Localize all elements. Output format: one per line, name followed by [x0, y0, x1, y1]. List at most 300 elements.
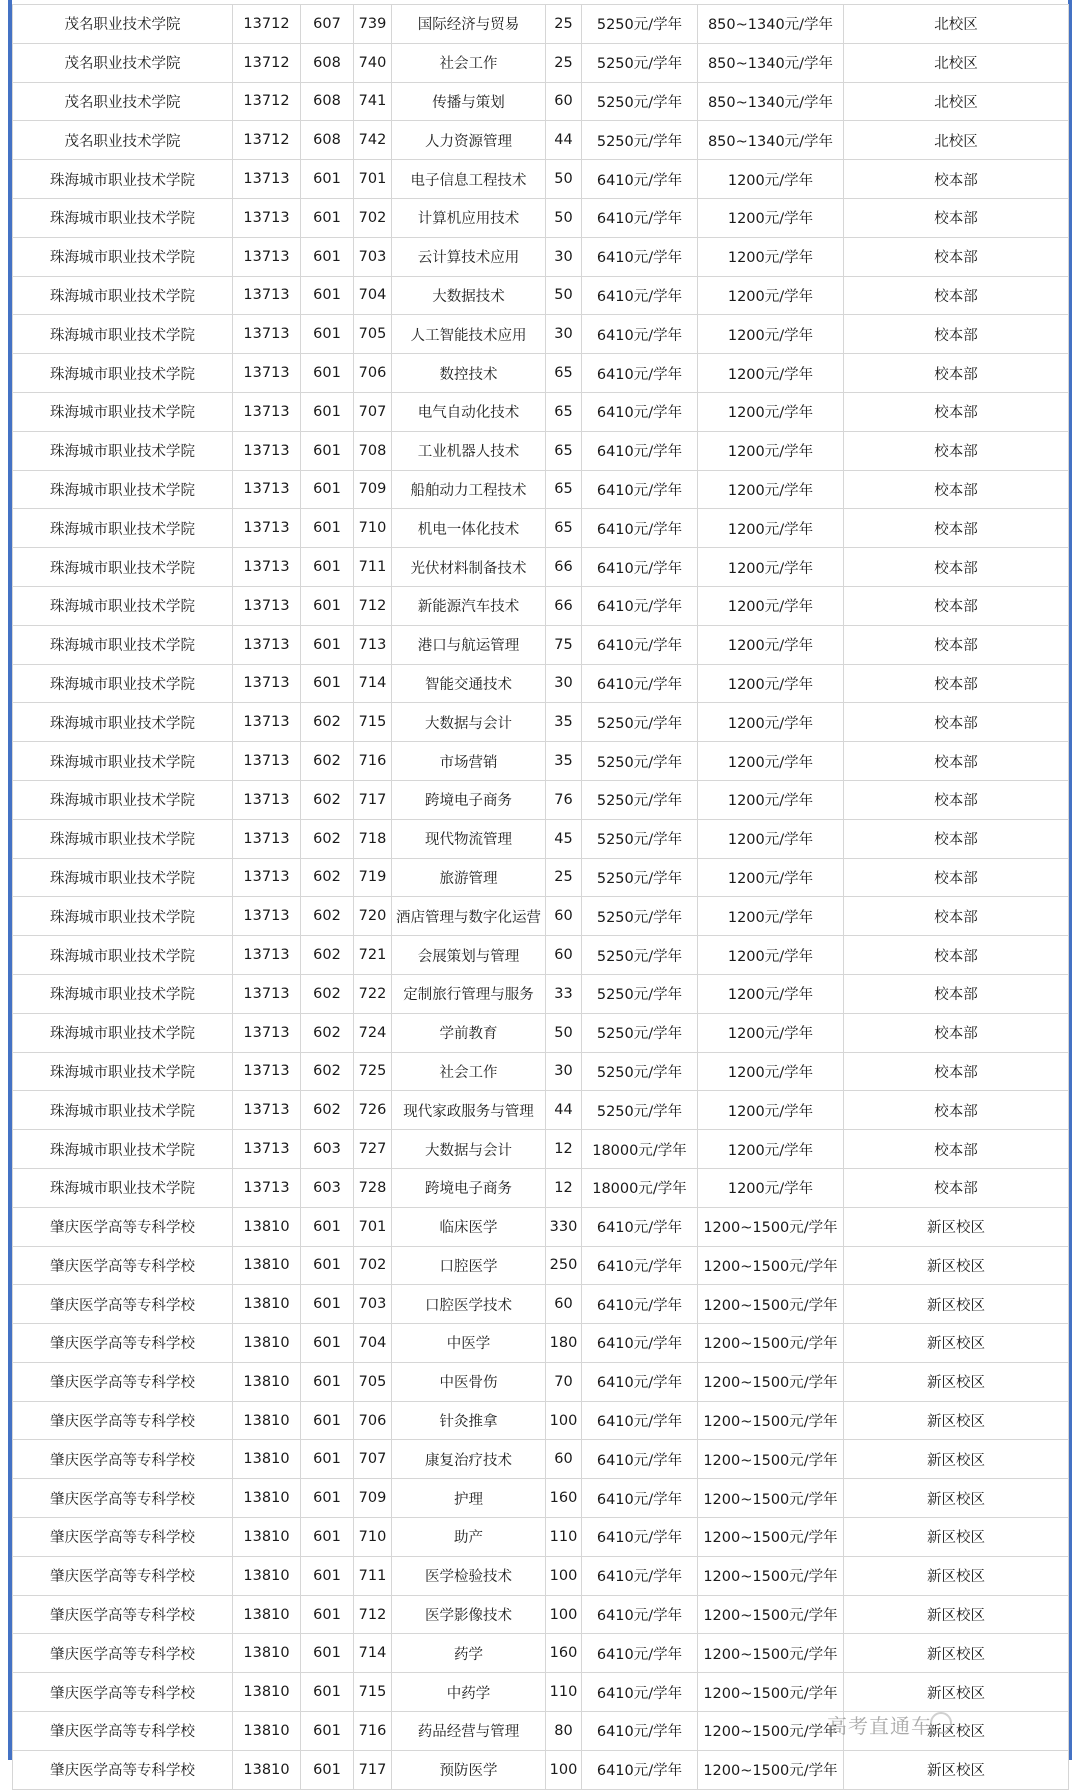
cell-campus: 校本部: [844, 1130, 1069, 1169]
cell-school: 珠海城市职业技术学院: [13, 586, 233, 625]
cell-school: 肇庆医学高等专科学校: [13, 1362, 233, 1401]
cell-major_code: 714: [354, 1634, 392, 1673]
cell-campus: 新区校区: [844, 1556, 1069, 1595]
table-row: [13, 1168, 1069, 1207]
cell-major_code: 725: [354, 1052, 392, 1091]
table-row: [13, 703, 1069, 742]
cell-code: 13713: [233, 315, 301, 354]
cell-group: 603: [301, 1168, 354, 1207]
cell-school: 茂名职业技术学院: [13, 121, 233, 160]
cell-school: 肇庆医学高等专科学校: [13, 1712, 233, 1751]
cell-group: 601: [301, 1324, 354, 1363]
cell-major_code: 710: [354, 509, 392, 548]
cell-code: 13713: [233, 237, 301, 276]
admission-table: [12, 4, 1069, 1790]
cell-accommodation: 1200元/学年: [698, 1091, 844, 1130]
cell-code: 13713: [233, 392, 301, 431]
cell-campus: 校本部: [844, 974, 1069, 1013]
cell-group: 601: [301, 1634, 354, 1673]
cell-group: 601: [301, 470, 354, 509]
cell-plan: 160: [546, 1479, 582, 1518]
table-row: [13, 1595, 1069, 1634]
cell-code: 13713: [233, 1168, 301, 1207]
cell-tuition: 5250元/学年: [582, 43, 698, 82]
cell-campus: 校本部: [844, 1052, 1069, 1091]
cell-tuition: 5250元/学年: [582, 858, 698, 897]
cell-group: 602: [301, 1013, 354, 1052]
cell-accommodation: 1200元/学年: [698, 431, 844, 470]
table-row: [13, 742, 1069, 781]
cell-tuition: 6410元/学年: [582, 198, 698, 237]
cell-tuition: 6410元/学年: [582, 315, 698, 354]
cell-group: 601: [301, 276, 354, 315]
cell-major: 旅游管理: [392, 858, 546, 897]
cell-campus: 校本部: [844, 703, 1069, 742]
cell-accommodation: 850~1340元/学年: [698, 82, 844, 121]
cell-group: 602: [301, 1052, 354, 1091]
cell-tuition: 6410元/学年: [582, 470, 698, 509]
cell-tuition: 6410元/学年: [582, 509, 698, 548]
table-row: [13, 1207, 1069, 1246]
cell-major: 中医骨伤: [392, 1362, 546, 1401]
cell-campus: 校本部: [844, 198, 1069, 237]
cell-plan: 50: [546, 198, 582, 237]
cell-group: 601: [301, 392, 354, 431]
cell-major: 酒店管理与数字化运营: [392, 897, 546, 936]
cell-group: 601: [301, 1246, 354, 1285]
table-row: [13, 354, 1069, 393]
cell-school: 茂名职业技术学院: [13, 5, 233, 44]
table-row: [13, 1285, 1069, 1324]
cell-code: 13810: [233, 1401, 301, 1440]
cell-plan: 60: [546, 1440, 582, 1479]
cell-campus: 校本部: [844, 392, 1069, 431]
cell-accommodation: 1200元/学年: [698, 1052, 844, 1091]
cell-plan: 50: [546, 160, 582, 199]
cell-school: 肇庆医学高等专科学校: [13, 1673, 233, 1712]
cell-plan: 25: [546, 5, 582, 44]
table-row: [13, 1052, 1069, 1091]
watermark-logo-icon: [930, 1712, 952, 1734]
cell-campus: 校本部: [844, 548, 1069, 587]
cell-plan: 25: [546, 43, 582, 82]
cell-plan: 110: [546, 1518, 582, 1557]
cell-major: 计算机应用技术: [392, 198, 546, 237]
cell-tuition: 5250元/学年: [582, 742, 698, 781]
cell-code: 13712: [233, 121, 301, 160]
cell-campus: 新区校区: [844, 1479, 1069, 1518]
cell-group: 601: [301, 237, 354, 276]
cell-tuition: 6410元/学年: [582, 1634, 698, 1673]
cell-code: 13713: [233, 1130, 301, 1169]
cell-school: 珠海城市职业技术学院: [13, 1168, 233, 1207]
cell-major_code: 712: [354, 586, 392, 625]
cell-school: 肇庆医学高等专科学校: [13, 1246, 233, 1285]
cell-major_code: 726: [354, 1091, 392, 1130]
cell-group: 601: [301, 1595, 354, 1634]
cell-plan: 30: [546, 1052, 582, 1091]
table-row: [13, 1324, 1069, 1363]
cell-code: 13810: [233, 1285, 301, 1324]
cell-campus: 新区校区: [844, 1634, 1069, 1673]
cell-accommodation: 1200~1500元/学年: [698, 1362, 844, 1401]
cell-campus: 新区校区: [844, 1518, 1069, 1557]
cell-group: 601: [301, 431, 354, 470]
cell-group: 601: [301, 1285, 354, 1324]
cell-major: 新能源汽车技术: [392, 586, 546, 625]
table-row: [13, 780, 1069, 819]
cell-school: 肇庆医学高等专科学校: [13, 1440, 233, 1479]
cell-major: 现代物流管理: [392, 819, 546, 858]
cell-major_code: 701: [354, 160, 392, 199]
cell-code: 13712: [233, 43, 301, 82]
cell-campus: 校本部: [844, 1091, 1069, 1130]
cell-major: 电子信息工程技术: [392, 160, 546, 199]
cell-major_code: 709: [354, 1479, 392, 1518]
cell-group: 601: [301, 625, 354, 664]
cell-accommodation: 1200~1500元/学年: [698, 1401, 844, 1440]
cell-plan: 100: [546, 1750, 582, 1789]
cell-major: 人工智能技术应用: [392, 315, 546, 354]
cell-tuition: 5250元/学年: [582, 936, 698, 975]
table-row: [13, 121, 1069, 160]
cell-plan: 65: [546, 470, 582, 509]
table-row: [13, 509, 1069, 548]
cell-school: 肇庆医学高等专科学校: [13, 1479, 233, 1518]
cell-code: 13810: [233, 1634, 301, 1673]
table-row: [13, 1673, 1069, 1712]
cell-school: 珠海城市职业技术学院: [13, 858, 233, 897]
cell-major: 港口与航运管理: [392, 625, 546, 664]
cell-code: 13713: [233, 664, 301, 703]
cell-major: 船舶动力工程技术: [392, 470, 546, 509]
cell-tuition: 5250元/学年: [582, 819, 698, 858]
table-row: [13, 936, 1069, 975]
cell-accommodation: 1200~1500元/学年: [698, 1750, 844, 1789]
cell-major_code: 717: [354, 1750, 392, 1789]
cell-school: 珠海城市职业技术学院: [13, 1130, 233, 1169]
cell-campus: 校本部: [844, 1013, 1069, 1052]
cell-major_code: 741: [354, 82, 392, 121]
cell-accommodation: 1200元/学年: [698, 897, 844, 936]
cell-tuition: 6410元/学年: [582, 1207, 698, 1246]
cell-plan: 35: [546, 703, 582, 742]
cell-group: 602: [301, 819, 354, 858]
cell-campus: 校本部: [844, 509, 1069, 548]
cell-tuition: 6410元/学年: [582, 1518, 698, 1557]
cell-major: 药品经营与管理: [392, 1712, 546, 1751]
cell-code: 13810: [233, 1479, 301, 1518]
cell-plan: 25: [546, 858, 582, 897]
cell-campus: 北校区: [844, 5, 1069, 44]
cell-major: 口腔医学: [392, 1246, 546, 1285]
cell-accommodation: 1200~1500元/学年: [698, 1285, 844, 1324]
cell-accommodation: 1200~1500元/学年: [698, 1673, 844, 1712]
cell-plan: 50: [546, 276, 582, 315]
table-row: [13, 1518, 1069, 1557]
cell-plan: 70: [546, 1362, 582, 1401]
cell-tuition: 6410元/学年: [582, 1673, 698, 1712]
cell-major_code: 728: [354, 1168, 392, 1207]
cell-accommodation: 1200元/学年: [698, 819, 844, 858]
cell-tuition: 6410元/学年: [582, 1246, 698, 1285]
cell-school: 珠海城市职业技术学院: [13, 160, 233, 199]
table-row: [13, 43, 1069, 82]
cell-group: 601: [301, 1479, 354, 1518]
cell-major: 药学: [392, 1634, 546, 1673]
cell-major: 现代家政服务与管理: [392, 1091, 546, 1130]
cell-major_code: 722: [354, 974, 392, 1013]
table-row: [13, 1091, 1069, 1130]
cell-plan: 100: [546, 1401, 582, 1440]
table-row: [13, 1246, 1069, 1285]
cell-tuition: 18000元/学年: [582, 1130, 698, 1169]
cell-accommodation: 1200元/学年: [698, 936, 844, 975]
cell-major: 智能交通技术: [392, 664, 546, 703]
table-row: [13, 1401, 1069, 1440]
cell-tuition: 6410元/学年: [582, 1595, 698, 1634]
cell-school: 肇庆医学高等专科学校: [13, 1595, 233, 1634]
cell-major: 临床医学: [392, 1207, 546, 1246]
cell-major: 大数据技术: [392, 276, 546, 315]
table-row: [13, 897, 1069, 936]
cell-school: 肇庆医学高等专科学校: [13, 1207, 233, 1246]
cell-campus: 校本部: [844, 625, 1069, 664]
cell-plan: 44: [546, 121, 582, 160]
cell-major: 市场营销: [392, 742, 546, 781]
cell-tuition: 6410元/学年: [582, 1556, 698, 1595]
cell-tuition: 6410元/学年: [582, 1324, 698, 1363]
cell-code: 13810: [233, 1362, 301, 1401]
cell-major_code: 717: [354, 780, 392, 819]
cell-major_code: 705: [354, 315, 392, 354]
cell-tuition: 5250元/学年: [582, 703, 698, 742]
cell-code: 13713: [233, 470, 301, 509]
cell-school: 肇庆医学高等专科学校: [13, 1556, 233, 1595]
cell-campus: 新区校区: [844, 1401, 1069, 1440]
cell-code: 13713: [233, 819, 301, 858]
cell-school: 肇庆医学高等专科学校: [13, 1634, 233, 1673]
cell-plan: 12: [546, 1130, 582, 1169]
table-row: [13, 1556, 1069, 1595]
cell-major: 中药学: [392, 1673, 546, 1712]
cell-major_code: 716: [354, 1712, 392, 1751]
cell-major_code: 702: [354, 198, 392, 237]
cell-plan: 30: [546, 664, 582, 703]
cell-plan: 60: [546, 897, 582, 936]
cell-school: 珠海城市职业技术学院: [13, 237, 233, 276]
cell-code: 13810: [233, 1518, 301, 1557]
table-row: [13, 664, 1069, 703]
cell-major: 学前教育: [392, 1013, 546, 1052]
cell-code: 13713: [233, 974, 301, 1013]
cell-major_code: 720: [354, 897, 392, 936]
cell-plan: 75: [546, 625, 582, 664]
cell-tuition: 5250元/学年: [582, 1013, 698, 1052]
cell-group: 602: [301, 703, 354, 742]
cell-school: 肇庆医学高等专科学校: [13, 1285, 233, 1324]
cell-tuition: 5250元/学年: [582, 82, 698, 121]
cell-major_code: 711: [354, 1556, 392, 1595]
cell-accommodation: 1200元/学年: [698, 974, 844, 1013]
cell-group: 601: [301, 1440, 354, 1479]
cell-major_code: 724: [354, 1013, 392, 1052]
table-row: [13, 548, 1069, 587]
cell-school: 珠海城市职业技术学院: [13, 509, 233, 548]
cell-campus: 校本部: [844, 858, 1069, 897]
cell-major_code: 719: [354, 858, 392, 897]
table-row: [13, 1634, 1069, 1673]
cell-plan: 44: [546, 1091, 582, 1130]
cell-code: 13713: [233, 742, 301, 781]
cell-plan: 12: [546, 1168, 582, 1207]
cell-major_code: 706: [354, 1401, 392, 1440]
cell-campus: 北校区: [844, 121, 1069, 160]
cell-code: 13810: [233, 1246, 301, 1285]
cell-accommodation: 1200元/学年: [698, 1013, 844, 1052]
cell-major_code: 727: [354, 1130, 392, 1169]
cell-plan: 250: [546, 1246, 582, 1285]
cell-tuition: 6410元/学年: [582, 548, 698, 587]
table-body: [13, 5, 1069, 1790]
cell-accommodation: 1200~1500元/学年: [698, 1556, 844, 1595]
cell-accommodation: 1200~1500元/学年: [698, 1634, 844, 1673]
cell-group: 608: [301, 121, 354, 160]
cell-campus: 北校区: [844, 43, 1069, 82]
cell-tuition: 5250元/学年: [582, 5, 698, 44]
cell-major: 人力资源管理: [392, 121, 546, 160]
cell-school: 珠海城市职业技术学院: [13, 974, 233, 1013]
table-row: [13, 858, 1069, 897]
cell-accommodation: 1200~1500元/学年: [698, 1518, 844, 1557]
cell-school: 珠海城市职业技术学院: [13, 742, 233, 781]
cell-school: 珠海城市职业技术学院: [13, 198, 233, 237]
table-row: [13, 276, 1069, 315]
table-row: [13, 1362, 1069, 1401]
cell-accommodation: 1200元/学年: [698, 780, 844, 819]
cell-school: 珠海城市职业技术学院: [13, 664, 233, 703]
cell-group: 601: [301, 1712, 354, 1751]
cell-accommodation: 1200元/学年: [698, 392, 844, 431]
cell-group: 602: [301, 897, 354, 936]
cell-major_code: 704: [354, 1324, 392, 1363]
cell-major_code: 721: [354, 936, 392, 975]
cell-code: 13810: [233, 1673, 301, 1712]
cell-major_code: 703: [354, 237, 392, 276]
cell-code: 13712: [233, 5, 301, 44]
cell-major: 助产: [392, 1518, 546, 1557]
cell-major: 大数据与会计: [392, 703, 546, 742]
cell-campus: 校本部: [844, 780, 1069, 819]
cell-school: 茂名职业技术学院: [13, 82, 233, 121]
cell-tuition: 6410元/学年: [582, 1401, 698, 1440]
cell-campus: 校本部: [844, 237, 1069, 276]
cell-tuition: 6410元/学年: [582, 1479, 698, 1518]
cell-major: 数控技术: [392, 354, 546, 393]
cell-major_code: 704: [354, 276, 392, 315]
cell-code: 13810: [233, 1556, 301, 1595]
table-row: [13, 1750, 1069, 1789]
cell-major_code: 742: [354, 121, 392, 160]
cell-major: 跨境电子商务: [392, 1168, 546, 1207]
cell-school: 珠海城市职业技术学院: [13, 936, 233, 975]
cell-campus: 新区校区: [844, 1440, 1069, 1479]
cell-major: 中医学: [392, 1324, 546, 1363]
cell-major: 康复治疗技术: [392, 1440, 546, 1479]
cell-code: 13713: [233, 780, 301, 819]
cell-group: 602: [301, 936, 354, 975]
cell-accommodation: 1200元/学年: [698, 586, 844, 625]
cell-plan: 100: [546, 1595, 582, 1634]
cell-accommodation: 1200元/学年: [698, 276, 844, 315]
table-row: [13, 198, 1069, 237]
cell-plan: 60: [546, 82, 582, 121]
cell-plan: 100: [546, 1556, 582, 1595]
cell-campus: 新区校区: [844, 1207, 1069, 1246]
cell-code: 13810: [233, 1207, 301, 1246]
cell-plan: 33: [546, 974, 582, 1013]
cell-major_code: 715: [354, 703, 392, 742]
cell-major_code: 714: [354, 664, 392, 703]
cell-plan: 76: [546, 780, 582, 819]
table-row: [13, 1479, 1069, 1518]
cell-plan: 110: [546, 1673, 582, 1712]
cell-code: 13810: [233, 1324, 301, 1363]
cell-school: 茂名职业技术学院: [13, 43, 233, 82]
cell-accommodation: 1200元/学年: [698, 354, 844, 393]
cell-group: 602: [301, 1091, 354, 1130]
cell-tuition: 6410元/学年: [582, 664, 698, 703]
cell-school: 肇庆医学高等专科学校: [13, 1750, 233, 1789]
cell-campus: 新区校区: [844, 1750, 1069, 1789]
cell-group: 602: [301, 858, 354, 897]
cell-tuition: 6410元/学年: [582, 625, 698, 664]
cell-major_code: 740: [354, 43, 392, 82]
table-row: [13, 431, 1069, 470]
cell-code: 13713: [233, 1013, 301, 1052]
cell-campus: 校本部: [844, 470, 1069, 509]
cell-school: 珠海城市职业技术学院: [13, 276, 233, 315]
cell-major: 工业机器人技术: [392, 431, 546, 470]
cell-major_code: 706: [354, 354, 392, 393]
cell-group: 601: [301, 1401, 354, 1440]
cell-major_code: 709: [354, 470, 392, 509]
cell-accommodation: 1200元/学年: [698, 1130, 844, 1169]
cell-major: 会展策划与管理: [392, 936, 546, 975]
cell-campus: 校本部: [844, 586, 1069, 625]
cell-group: 601: [301, 315, 354, 354]
cell-code: 13712: [233, 82, 301, 121]
cell-campus: 校本部: [844, 431, 1069, 470]
cell-group: 601: [301, 1750, 354, 1789]
table-row: [13, 1130, 1069, 1169]
cell-school: 珠海城市职业技术学院: [13, 548, 233, 587]
cell-major: 社会工作: [392, 43, 546, 82]
cell-school: 肇庆医学高等专科学校: [13, 1518, 233, 1557]
cell-school: 肇庆医学高等专科学校: [13, 1401, 233, 1440]
cell-plan: 80: [546, 1712, 582, 1751]
cell-accommodation: 1200~1500元/学年: [698, 1479, 844, 1518]
cell-code: 13810: [233, 1440, 301, 1479]
cell-plan: 60: [546, 1285, 582, 1324]
cell-major: 电气自动化技术: [392, 392, 546, 431]
cell-code: 13713: [233, 354, 301, 393]
cell-school: 珠海城市职业技术学院: [13, 431, 233, 470]
cell-group: 601: [301, 198, 354, 237]
cell-accommodation: 1200元/学年: [698, 664, 844, 703]
cell-plan: 65: [546, 354, 582, 393]
cell-tuition: 6410元/学年: [582, 392, 698, 431]
